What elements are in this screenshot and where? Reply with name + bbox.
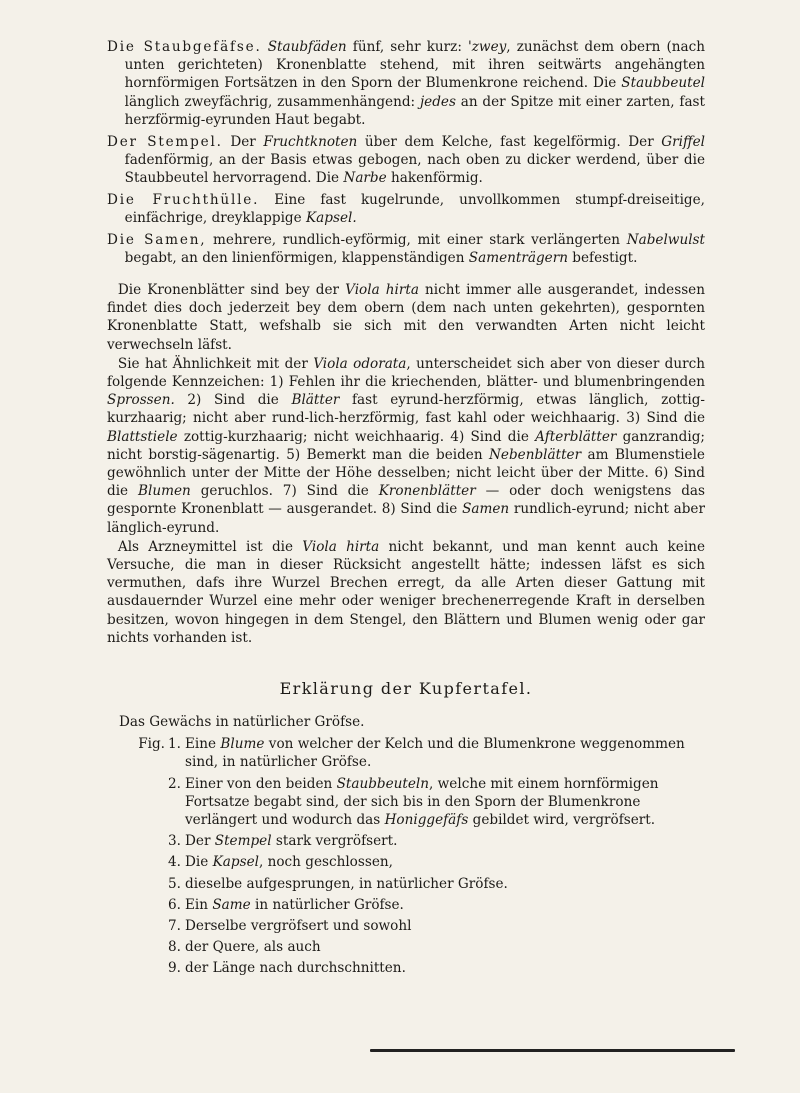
figure-item	[135, 896, 705, 914]
definition-staubgefaesse	[107, 38, 705, 129]
figure-number: Fig. 1.	[138, 736, 181, 753]
definition-list	[107, 38, 705, 267]
figure-item	[135, 832, 705, 850]
italic-run: Kapsel.	[306, 209, 357, 226]
figure-item	[135, 875, 705, 893]
closing-rule	[370, 1049, 735, 1052]
figure-item	[135, 775, 705, 830]
italic-run: Blume	[220, 736, 265, 753]
figure-text: Die Kapsel, noch geschlossen,	[185, 854, 393, 871]
figure-text: Derselbe vergröfsert und sowohl	[185, 918, 412, 935]
figure-list	[135, 735, 705, 977]
figure-number: 9.	[168, 960, 181, 977]
definition-text: Der Fruchtknoten über dem Kelche, fast kegelförmig. Der Griffel fadenförmig, an der Basis etwas gebogen, nach oben zu dicker werdend, über die Staubbeutel hervorragend. Die Narbe hakenförmig.	[124, 133, 706, 186]
definition-fruchthuelle	[107, 191, 705, 227]
italic-run: Griffel	[661, 133, 706, 150]
figure-text: Ein Same in natürlicher Gröfse.	[185, 896, 404, 913]
page-content	[107, 38, 705, 981]
definition-term: Der Stempel.	[107, 133, 223, 150]
italic-run: Nebenblätter	[489, 446, 582, 463]
definition-term: Die Fruchthülle.	[107, 191, 260, 208]
figure-text: der Quere, als auch	[185, 939, 321, 956]
italic-run: Nabelwulst	[626, 231, 705, 248]
italic-run: Kapsel	[212, 854, 259, 871]
figure-text: dieselbe aufgesprungen, in natürlicher Gröfse.	[185, 875, 508, 892]
italic-run: Stempel	[214, 833, 272, 850]
italic-run: Samen	[462, 501, 510, 518]
figure-number: 5.	[168, 875, 181, 892]
definition-stempel	[107, 133, 705, 188]
figure-text: Der Stempel stark vergröfsert.	[185, 833, 398, 850]
figure-number: 2.	[168, 775, 181, 792]
italic-run: jedes	[419, 93, 456, 110]
italic-run: Viola odorata	[313, 355, 407, 372]
paragraph-kronenblaetter: Die Kronenblätter sind bey der Viola hirta nicht immer alle ausgerandet, indessen findet dies doch jederzeit bey dem obern (dem nach unten gekehrten), gespornten Kronenblatte Statt, wefshalb sie sich mit den verwandten Arten nicht leicht verwechseln läfst.	[107, 281, 705, 353]
italic-run: Samenträgern	[468, 249, 568, 266]
definition-text: mehrere, rundlich-eyförmig, mit einer stark verlängerten Nabelwulst begabt, an den linienförmigen, klappenständigen Samenträgern befestigt.	[124, 231, 705, 266]
italic-run: Viola hirta	[302, 538, 380, 555]
figure-label: Fig.	[138, 736, 166, 753]
italic-run: Blattstiele	[107, 428, 178, 445]
italic-run: Narbe	[343, 169, 387, 186]
figure-item	[135, 735, 705, 771]
figure-number: 3.	[168, 833, 181, 850]
italic-run: Fruchtknoten	[263, 133, 358, 150]
figure-item	[135, 938, 705, 956]
figure-number: 6.	[168, 896, 181, 913]
italic-run: Kronenblätter	[378, 483, 476, 500]
italic-run: Viola hirta	[345, 281, 419, 298]
definition-samen	[107, 231, 705, 267]
plate-intro: Das Gewächs in natürlicher Gröfse.	[119, 714, 365, 730]
italic-run: Afterblätter	[535, 428, 617, 445]
definition-text: Eine fast kugelrunde, unvollkommen stumpf-dreiseitige, einfächrige, dreyklappige Kapsel.	[124, 191, 705, 226]
italic-run: Honiggefäfs	[384, 812, 469, 829]
figure-number: 8.	[168, 939, 181, 956]
italic-run: 'zwey	[468, 39, 507, 55]
figure-number: 7.	[168, 918, 181, 935]
italic-run: Blumen	[138, 483, 191, 500]
paragraph-arzneymittel: Als Arzneymittel ist die Viola hirta nicht bekannt, und man kennt auch keine Versuche, die man in dieser Rücksicht angestellt hätte; indessen läfst es sich vermuthen, dafs ihre Wurzel Brechen erregt, da alle Arten dieser Gattung mit ausdauernder Wurzel eine mehr oder weniger brechenerregende Kraft in derselben besitzen, wovon hingegen in dem Stengel, den Blättern und Blumen wenig oder gar nichts vorhanden ist.	[107, 538, 705, 646]
figure-item	[135, 853, 705, 871]
figure-number: 4.	[168, 854, 181, 871]
section-heading: Erklärung der Kupfertafel.	[279, 679, 533, 698]
figure-text: der Länge nach durchschnitten.	[185, 960, 406, 977]
figure-item	[135, 959, 705, 977]
paragraph-kennzeichen: Sie hat Ähnlichkeit mit der Viola odorata, unterscheidet sich aber von dieser durch folgende Kennzeichen: 1) Fehlen ihr die kriechenden, blätter- und blumenbringenden Sprossen. 2) Sind die Blätter fast eyrund-herzförmig, etwas länglich, zottig-kurzhaarig; nicht aber rund-lich-herzförmig, fast kahl oder weichhaarig. 3) Sind die Blattstiele zottig-kurzhaarig; nicht weichhaarig. 4) Sind die Afterblätter ganzrandig; nicht borstig-sägenartig. 5) Bemerkt man die beiden Nebenblätter am Blumenstiele gewöhnlich unter der Mitte der Höhe desselben; nicht leicht über der Mitte. 6) Sind die Blumen geruchlos. 7) Sind die Kronenblätter — oder doch wenigstens das gespornte Kronenblatt — ausgerandet. 8) Sind die Samen rundlich-eyrund; nicht aber länglich-eyrund.	[107, 355, 706, 536]
italic-run: Blätter	[291, 392, 340, 409]
italic-run: Staubbeutel	[621, 75, 705, 92]
definition-text: Staubfäden fünf, sehr kurz: 'zwey, zunächst dem obern (nach unten gerichteten) Kronenblatte stehend, mit ihren seitwärts angehängten hornförmigen Fortsätzen in den Sporn der Blumenkrone reichend. Die Staubbeutel länglich zweyfächrig, zusammenhängend: jedes an der Spitze mit einer zarten, fast herzförmig-eyrunden Haut begabt.	[124, 39, 705, 128]
definition-term: Die Staubgefäfse.	[107, 39, 262, 55]
italic-run: Staubbeuteln	[336, 775, 430, 792]
figure-text: Eine Blume von welcher der Kelch und die Blumenkrone weggenommen sind, in natürlicher Gröfse.	[185, 736, 685, 771]
italic-run: Same	[212, 896, 251, 913]
definition-term: Die Samen,	[107, 231, 207, 248]
italic-run: Sprossen.	[107, 392, 175, 409]
figure-item	[135, 917, 705, 935]
figure-text: Einer von den beiden Staubbeuteln, welche mit einem hornförmigen Fortsatze begabt sind, der sich bis in den Sporn der Blumenkrone verlängert und wodurch das Honiggefäfs gebildet wird, vergröfsert.	[185, 775, 659, 829]
italic-run: Staubfäden	[267, 39, 347, 55]
